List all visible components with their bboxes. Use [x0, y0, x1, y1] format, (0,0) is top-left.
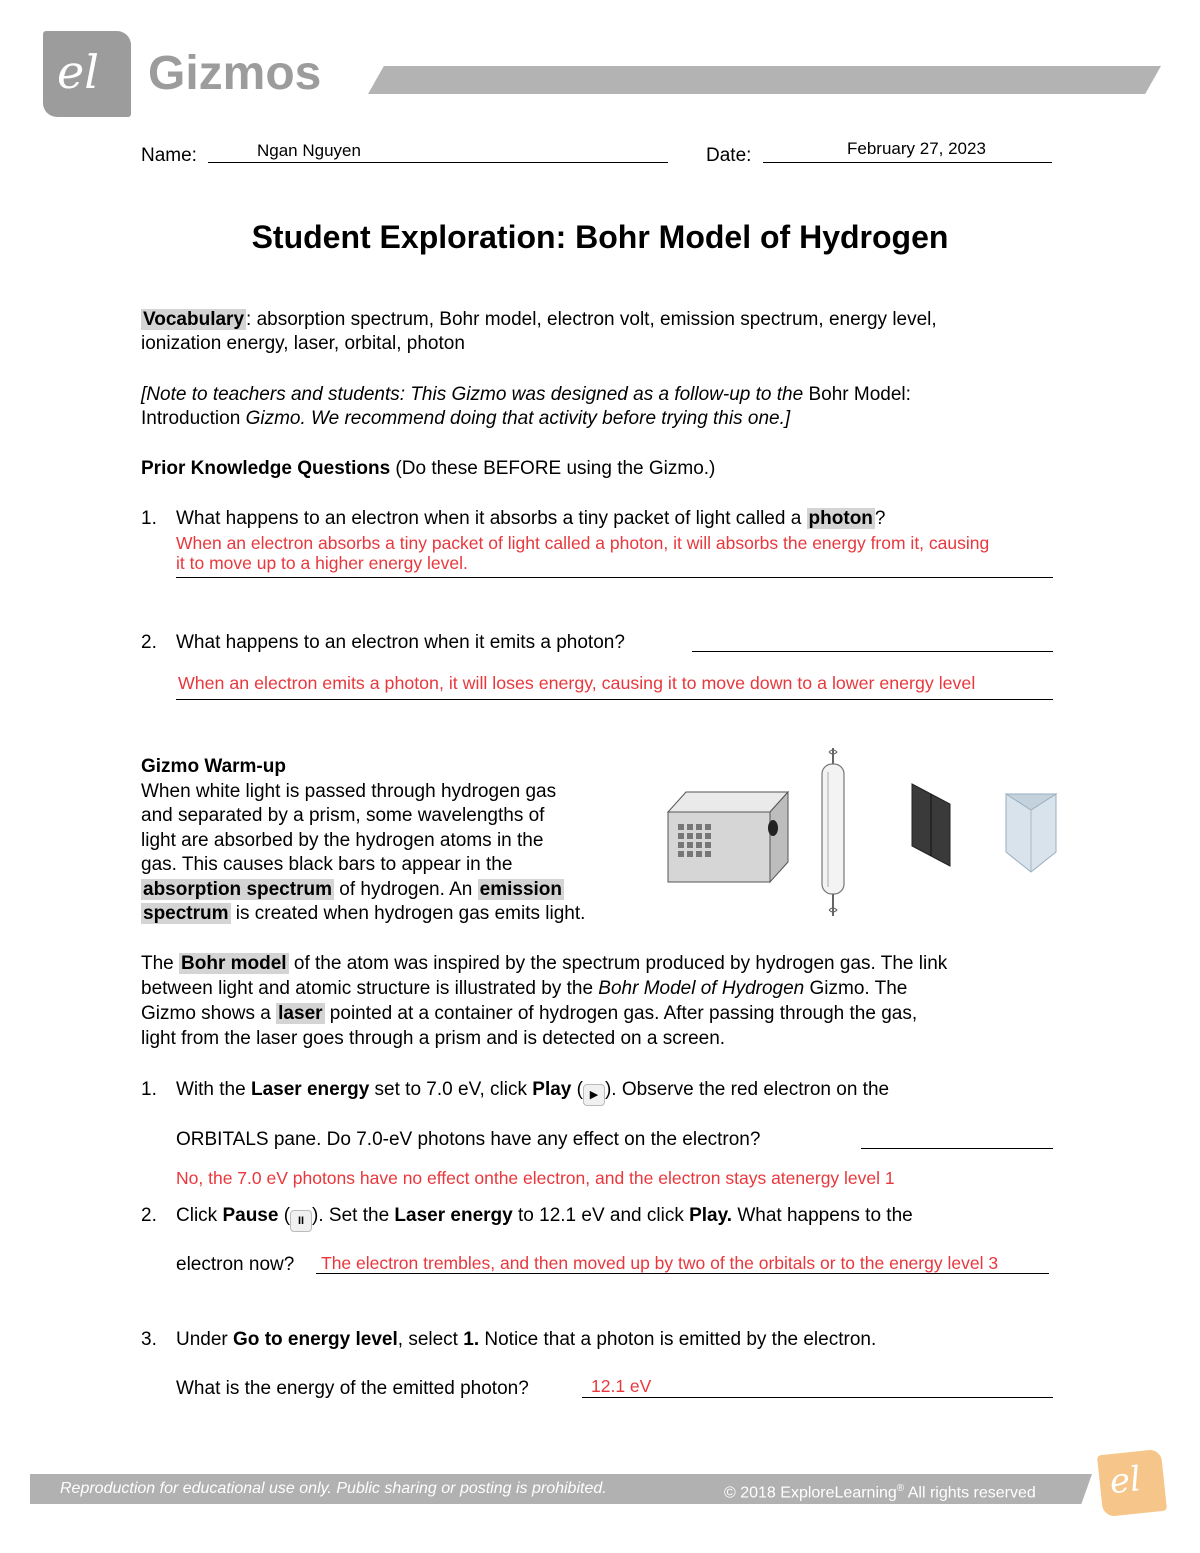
- activity-q1-answer[interactable]: No, the 7.0 eV photons have no effect onthe electron, and the electron stays atenergy level 1: [176, 1168, 895, 1188]
- activity-q3-underline: [582, 1397, 1053, 1398]
- prior-q2-number: 2.: [141, 632, 157, 653]
- q2-play: Play.: [689, 1205, 733, 1226]
- footer-copyright-text: © 2018 ExploreLearning: [724, 1484, 897, 1502]
- warmup-text-6: is created when hydrogen gas emits light.: [230, 903, 586, 924]
- prior-q2-underline-top: [692, 651, 1053, 652]
- prior-q2-underline: [176, 699, 1053, 700]
- name-underline: [208, 162, 668, 163]
- q1-play: Play: [532, 1079, 572, 1100]
- warmup-line-6: [141, 901, 585, 926]
- q1-laser-energy: Laser energy: [250, 1079, 370, 1100]
- vocab-text: : absorption spectrum, Bohr model, electron volt, emission spectrum, energy level,: [246, 309, 937, 330]
- activity-q2-line-1: [176, 1203, 913, 1232]
- q2-text-a: Click: [176, 1205, 223, 1226]
- warmup-text-5: of hydrogen. An: [333, 879, 478, 900]
- bohr-text-2a: between light and atomic structure is illustrated by the: [141, 978, 599, 999]
- warmup-heading: Gizmo Warm-up: [141, 756, 286, 777]
- term-spectrum: spectrum: [143, 903, 229, 924]
- note-text-b: Bohr Model:: [808, 384, 911, 405]
- prior-q2-text: What happens to an electron when it emits a photon?: [176, 632, 625, 653]
- prior-q2-answer[interactable]: When an electron emits a photon, it will loses energy, causing it to move down to a lower energy level: [178, 673, 976, 693]
- warmup-line-4: gas. This causes black bars to appear in the: [141, 854, 513, 875]
- note-line-2: [141, 406, 790, 431]
- prism-icon: [1006, 794, 1056, 872]
- prior-q1-answer-2[interactable]: it to move up to a higher energy level.: [176, 553, 468, 573]
- date-label: Date:: [706, 145, 752, 166]
- q3-text-c: , select: [397, 1329, 464, 1350]
- date-underline: [763, 162, 1052, 163]
- term-bohr-model: Bohr model: [181, 953, 287, 974]
- q2-text-h: What happens to the: [732, 1205, 913, 1226]
- activity-q1-line-2: ORBITALS pane. Do 7.0-eV photons have any effect on the electron?: [176, 1129, 761, 1150]
- footer-registered: ®: [896, 1483, 905, 1494]
- warmup-line-5: [141, 877, 564, 902]
- bohr-text-1b: of the atom was inspired by the spectrum produced by hydrogen gas. The link: [288, 953, 948, 974]
- bohr-gizmo-title: Bohr Model of Hydrogen: [598, 978, 805, 999]
- brand-name: Gizmos: [148, 47, 322, 100]
- q1-text-e: (: [571, 1079, 583, 1100]
- activity-q2-answer[interactable]: The electron trembles, and then moved up by two of the orbitals or to the energy level 3: [321, 1253, 999, 1273]
- bohr-text-2b: Gizmo. The: [804, 978, 908, 999]
- activity-q3-number: 3.: [141, 1329, 157, 1350]
- play-icon[interactable]: ▶: [583, 1084, 605, 1106]
- footer-rights: All rights reserved: [904, 1484, 1036, 1502]
- q1-text-f: ). Observe the red electron on the: [604, 1079, 890, 1100]
- bohr-line-2: [141, 976, 907, 1001]
- logo-badge: [43, 31, 131, 117]
- prior-q1-term: photon: [808, 508, 873, 529]
- prior-q1-underline: [176, 577, 1053, 578]
- bohr-text-3a: Gizmo shows a: [141, 1003, 277, 1024]
- footer-notice: Reproduction for educational use only. Public sharing or posting is prohibited.: [60, 1480, 607, 1497]
- activity-q2-number: 2.: [141, 1205, 157, 1226]
- date-value[interactable]: February 27, 2023: [847, 139, 986, 158]
- note-text-d: Gizmo. We recommend doing that activity before trying this one.]: [240, 408, 791, 429]
- pause-icon[interactable]: II: [290, 1210, 312, 1232]
- footer-copyright: [724, 1479, 1036, 1503]
- activity-q3-line-1: [176, 1327, 876, 1352]
- q1-text-a: With the: [176, 1079, 251, 1100]
- prior-q1-text: [176, 506, 885, 531]
- note-text-c: Introduction: [141, 408, 241, 429]
- q2-text-c: (: [278, 1205, 291, 1226]
- laser-box-icon: [668, 792, 788, 882]
- footer-logo-letters: el: [1107, 1459, 1143, 1503]
- warmup-line-3: light are absorbed by the hydrogen atoms in the: [141, 830, 544, 851]
- footer-logo: [1097, 1449, 1167, 1517]
- activity-q1-line-1: [176, 1077, 889, 1106]
- vocab-line-2: ionization energy, laser, orbital, photon: [141, 333, 465, 354]
- vocab-line-1: [141, 307, 937, 332]
- activity-q3-line-2: What is the energy of the emitted photon?: [176, 1378, 529, 1399]
- warmup-line-1: When white light is passed through hydrogen gas: [141, 781, 557, 802]
- name-label: Name:: [141, 145, 197, 166]
- prior-heading: [141, 456, 715, 481]
- q3-text-a: Under: [176, 1329, 234, 1350]
- activity-q2-line-2: electron now?: [176, 1254, 295, 1275]
- activity-q1-underline: [861, 1148, 1053, 1149]
- bohr-line-3: [141, 1001, 917, 1026]
- bohr-text-3b: pointed at a container of hydrogen gas. After passing through the gas,: [324, 1003, 918, 1024]
- bohr-line-1: [141, 951, 947, 976]
- apparatus-illustration: [660, 742, 1080, 927]
- q2-text-d: ). Set the: [312, 1205, 395, 1226]
- q2-text-f: to 12.1 eV and click: [512, 1205, 690, 1226]
- term-emission: emission: [479, 879, 563, 900]
- warmup-line-2: and separated by a prism, some wavelengths of: [141, 805, 545, 826]
- q2-laser-energy: Laser energy: [394, 1205, 513, 1226]
- q1-text-c: set to 7.0 eV, click: [369, 1079, 533, 1100]
- note-text-a: [Note to teachers and students: This Gizmo was designed as a follow-up to the: [141, 384, 809, 405]
- q2-pause: Pause: [222, 1205, 279, 1226]
- term-laser: laser: [278, 1003, 323, 1024]
- prior-q1-answer-1[interactable]: When an electron absorbs a tiny packet of light called a photon, it will absorbs the energy from it, causing: [176, 533, 990, 553]
- q3-text-e: Notice that a photon is emitted by the electron.: [479, 1329, 877, 1350]
- q3-go-to-energy-level: Go to energy level: [233, 1329, 398, 1350]
- q3-select-1: 1.: [463, 1329, 480, 1350]
- term-absorption-spectrum: absorption spectrum: [143, 879, 332, 900]
- prior-heading-label: Prior Knowledge Questions: [141, 458, 391, 479]
- bohr-text-1a: The: [141, 953, 180, 974]
- page-title: Student Exploration: Bohr Model of Hydrogen: [251, 219, 949, 255]
- vocab-label: Vocabulary: [143, 309, 245, 330]
- bohr-line-4: light from the laser goes through a prism and is detected on a screen.: [141, 1028, 726, 1049]
- prior-subheading: (Do these BEFORE using the Gizmo.): [390, 458, 716, 479]
- logo-letters: el: [57, 45, 99, 99]
- note-line-1: [141, 382, 911, 407]
- header-bar: [368, 66, 1161, 94]
- filter-plate-icon: [912, 784, 950, 866]
- prior-q1-question: What happens to an electron when it absorbs a tiny packet of light called a: [176, 508, 807, 529]
- prior-q1-end: ?: [874, 508, 886, 529]
- activity-q3-answer[interactable]: 12.1 eV: [591, 1376, 652, 1396]
- gas-tube-icon: [822, 748, 844, 916]
- activity-q1-number: 1.: [141, 1079, 157, 1100]
- name-value[interactable]: Ngan Nguyen: [257, 141, 361, 160]
- prior-q1-number: 1.: [141, 508, 157, 529]
